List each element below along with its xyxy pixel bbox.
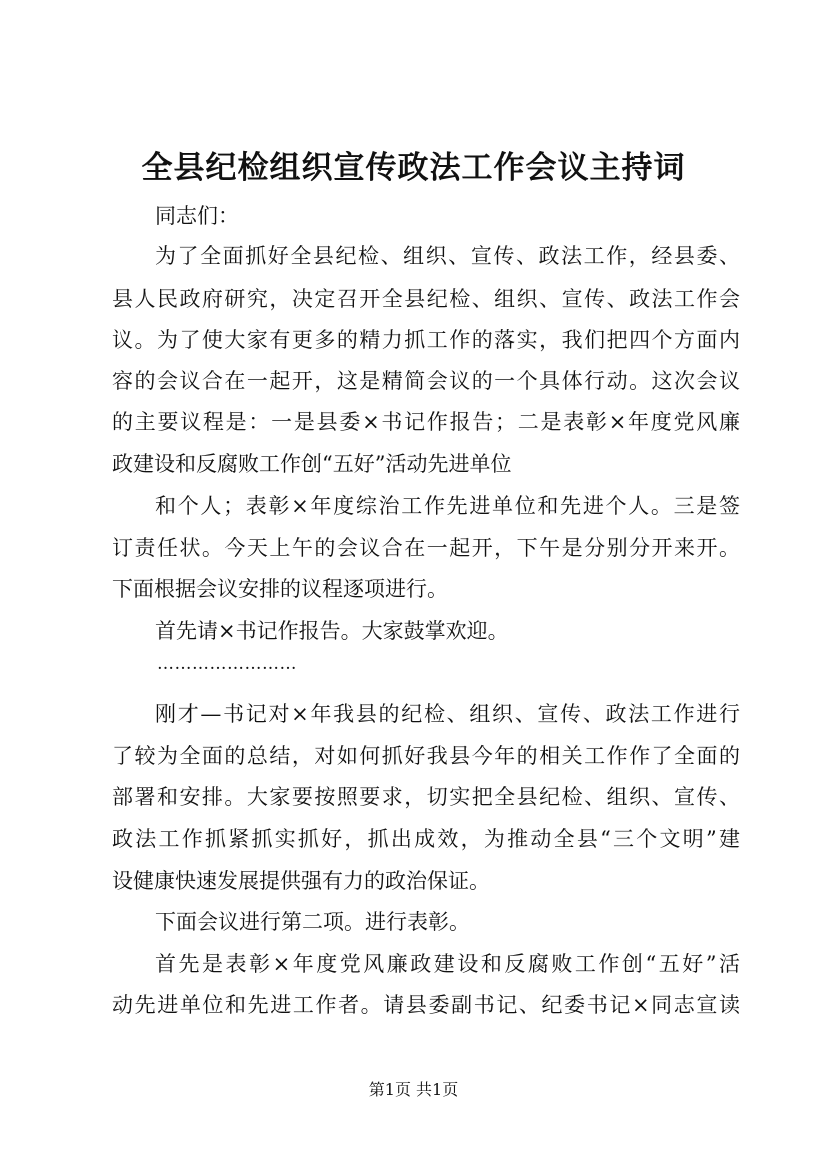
document-title: 全县纪检组织宣传政法工作会议主持词	[141, 150, 686, 186]
paragraph-line: 刚才—书记对×年我县的纪检、组织、宣传、政法工作进行	[155, 702, 740, 726]
paragraph-line: 容的会议合在一起开，这是精简会议的一个具体行动。这次会议	[112, 369, 740, 393]
paragraph-line: 政法工作抓紧抓实抓好，抓出成效，为推动全县“三个文明”建	[112, 827, 740, 851]
paragraph-line: 订责任状。今天上午的会议合在一起开，下午是分别分开来开。	[112, 536, 740, 560]
paragraph-line: 设健康快速发展提供强有力的政治保证。	[112, 869, 490, 893]
paragraph-line: 部署和安排。大家要按照要求，切实把全县纪检、组织、宣传、	[112, 785, 740, 809]
paragraph-line: 下面会议进行第二项。进行表彰。	[155, 910, 470, 934]
paragraph-line: 县人民政府研究，决定召开全县纪检、组织、宣传、政法工作会	[112, 287, 740, 311]
paragraph-line: 为了全面抓好全县纪检、组织、宣传、政法工作，经县委、	[155, 244, 740, 268]
paragraph-line: 首先请×书记作报告。大家鼓掌欢迎。	[155, 619, 509, 643]
paragraph-line: 的主要议程是：一是县委×书记作报告；二是表彰×年度党风廉	[112, 410, 740, 434]
ellipsis-separator: ……………………	[157, 654, 297, 674]
page-footer: 第1页 共1页	[368, 1080, 459, 1099]
paragraph-line: 议。为了使大家有更多的精力抓工作的落实，我们把四个方面内	[112, 328, 740, 352]
paragraph-line: 政建设和反腐败工作创“五好”活动先进单位	[112, 452, 512, 476]
paragraph-line: 和个人；表彰×年度综治工作先进单位和先进个人。三是签	[155, 494, 740, 518]
paragraph-line: 动先进单位和先进工作者。请县委副书记、纪委书记×同志宣读	[112, 993, 740, 1017]
paragraph-line: 下面根据会议安排的议程逐项进行。	[112, 577, 448, 601]
paragraph-line: 首先是表彰×年度党风廉政建设和反腐败工作创“五好”活	[155, 952, 740, 976]
salutation: 同志们：	[155, 204, 239, 228]
paragraph-line: 了较为全面的总结，对如何抓好我县今年的相关工作作了全面的	[112, 744, 740, 768]
